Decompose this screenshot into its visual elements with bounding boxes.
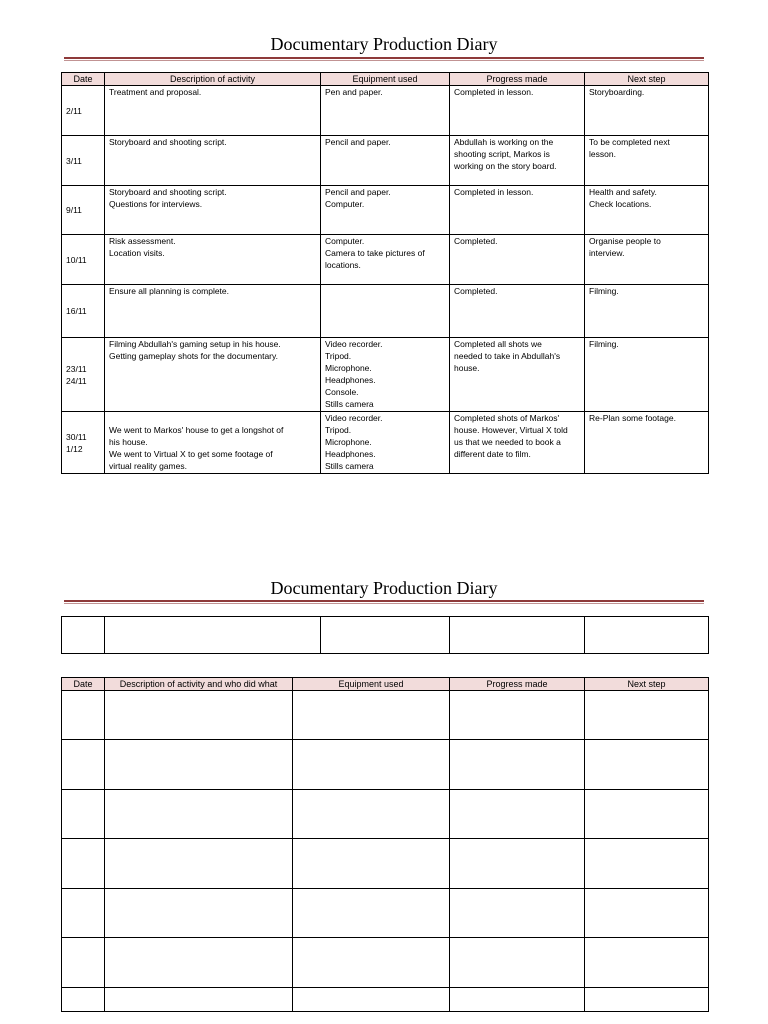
table-row <box>62 412 709 474</box>
table-row <box>62 235 709 285</box>
description-cell: Treatment and proposal. <box>105 86 321 136</box>
column-header-next-step: Next step <box>585 678 709 691</box>
next-step-cell: Health and safety. Check locations. <box>585 186 709 235</box>
table-row <box>62 790 709 839</box>
blank-cell[interactable] <box>450 617 585 654</box>
equipment-cell: Pencil and paper. Computer. <box>321 186 450 235</box>
blank-cell[interactable] <box>105 617 321 654</box>
description-cell[interactable] <box>105 839 293 889</box>
date-cell[interactable] <box>62 691 105 740</box>
next-step-cell: Organise people to interview. <box>585 235 709 285</box>
column-header-equipment: Equipment used <box>293 678 450 691</box>
progress-cell: Completed. <box>450 235 585 285</box>
description-cell[interactable] <box>105 740 293 790</box>
date-cell: 9/11 <box>62 186 105 235</box>
date-cell: 2/11 <box>62 86 105 136</box>
table-row <box>62 86 709 136</box>
progress-cell[interactable] <box>450 938 585 988</box>
date-cell: 30/11 1/12 <box>62 412 105 474</box>
date-cell[interactable] <box>62 790 105 839</box>
description-cell: Ensure all planning is complete. <box>105 285 321 338</box>
table-row <box>62 889 709 938</box>
next-step-cell[interactable] <box>585 988 709 1012</box>
equipment-cell: Computer. Camera to take pictures of locations. <box>321 235 450 285</box>
progress-cell[interactable] <box>450 988 585 1012</box>
date-cell[interactable] <box>62 988 105 1012</box>
date-cell[interactable] <box>62 889 105 938</box>
description-cell: We went to Markos' house to get a longshot of his house. We went to Virtual X to get some footage of virtual reality games. <box>105 412 321 474</box>
date-cell: 23/11 24/11 <box>62 338 105 412</box>
next-step-cell[interactable] <box>585 938 709 988</box>
blank-entry-table <box>61 616 709 654</box>
next-step-cell: To be completed next lesson. <box>585 136 709 186</box>
equipment-cell[interactable] <box>293 691 450 740</box>
next-step-cell: Storyboarding. <box>585 86 709 136</box>
progress-cell[interactable] <box>450 839 585 889</box>
next-step-cell[interactable] <box>585 691 709 740</box>
table-row <box>62 617 709 654</box>
equipment-cell[interactable] <box>293 790 450 839</box>
column-header-description: Description of activity <box>105 73 321 86</box>
equipment-cell[interactable] <box>293 938 450 988</box>
production-diary-table <box>61 72 709 474</box>
description-cell[interactable] <box>105 988 293 1012</box>
description-cell[interactable] <box>105 889 293 938</box>
equipment-cell <box>321 285 450 338</box>
blank-cell[interactable] <box>321 617 450 654</box>
progress-cell: Abdullah is working on the shooting script, Markos is working on the story board. <box>450 136 585 186</box>
equipment-cell[interactable] <box>293 988 450 1012</box>
description-cell: Storyboard and shooting script. <box>105 136 321 186</box>
blank-cell[interactable] <box>585 617 709 654</box>
progress-cell: Completed in lesson. <box>450 186 585 235</box>
equipment-cell: Pencil and paper. <box>321 136 450 186</box>
next-step-cell[interactable] <box>585 740 709 790</box>
equipment-cell: Pen and paper. <box>321 86 450 136</box>
next-step-cell: Filming. <box>585 285 709 338</box>
page-title: Documentary Production Diary <box>270 578 498 598</box>
table-row <box>62 691 709 740</box>
next-step-cell: Re-Plan some footage. <box>585 412 709 474</box>
table-row <box>62 186 709 235</box>
date-cell: 3/11 <box>62 136 105 186</box>
progress-cell: Completed. <box>450 285 585 338</box>
progress-cell[interactable] <box>450 740 585 790</box>
next-step-cell[interactable] <box>585 839 709 889</box>
table-row <box>62 839 709 889</box>
title-divider <box>64 57 704 61</box>
progress-cell: Completed shots of Markos' house. However, Virtual X told us that we needed to book a different date to film. <box>450 412 585 474</box>
column-header-progress: Progress made <box>450 73 585 86</box>
date-cell[interactable] <box>62 740 105 790</box>
table-row <box>62 136 709 186</box>
table-row <box>62 740 709 790</box>
date-cell: 10/11 <box>62 235 105 285</box>
next-step-cell[interactable] <box>585 889 709 938</box>
table-row <box>62 338 709 412</box>
next-step-cell: Filming. <box>585 338 709 412</box>
description-cell: Filming Abdullah's gaming setup in his house. Getting gameplay shots for the documentary. <box>105 338 321 412</box>
date-cell[interactable] <box>62 839 105 889</box>
description-cell[interactable] <box>105 938 293 988</box>
progress-cell: Completed all shots we needed to take in Abdullah's house. <box>450 338 585 412</box>
equipment-cell[interactable] <box>293 889 450 938</box>
table-row <box>62 285 709 338</box>
equipment-cell[interactable] <box>293 740 450 790</box>
blank-diary-table <box>61 677 709 1012</box>
column-header-next-step: Next step <box>585 73 709 86</box>
progress-cell[interactable] <box>450 790 585 839</box>
blank-cell[interactable] <box>62 617 105 654</box>
description-cell[interactable] <box>105 691 293 740</box>
column-header-date: Date <box>62 678 105 691</box>
page-title: Documentary Production Diary <box>270 34 498 54</box>
next-step-cell[interactable] <box>585 790 709 839</box>
column-header-date: Date <box>62 73 105 86</box>
title-divider <box>64 600 704 604</box>
equipment-cell: Video recorder. Tripod. Microphone. Headphones. Console. Stills camera <box>321 338 450 412</box>
column-header-description: Description of activity and who did what <box>105 678 293 691</box>
equipment-cell: Video recorder. Tripod. Microphone. Headphones. Stills camera <box>321 412 450 474</box>
table-row <box>62 988 709 1012</box>
date-cell: 16/11 <box>62 285 105 338</box>
progress-cell: Completed in lesson. <box>450 86 585 136</box>
progress-cell[interactable] <box>450 889 585 938</box>
progress-cell[interactable] <box>450 691 585 740</box>
date-cell[interactable] <box>62 938 105 988</box>
column-header-equipment: Equipment used <box>321 73 450 86</box>
description-cell: Risk assessment. Location visits. <box>105 235 321 285</box>
column-header-progress: Progress made <box>450 678 585 691</box>
equipment-cell[interactable] <box>293 839 450 889</box>
description-cell: Storyboard and shooting script. Questions for interviews. <box>105 186 321 235</box>
table-row <box>62 938 709 988</box>
description-cell[interactable] <box>105 790 293 839</box>
